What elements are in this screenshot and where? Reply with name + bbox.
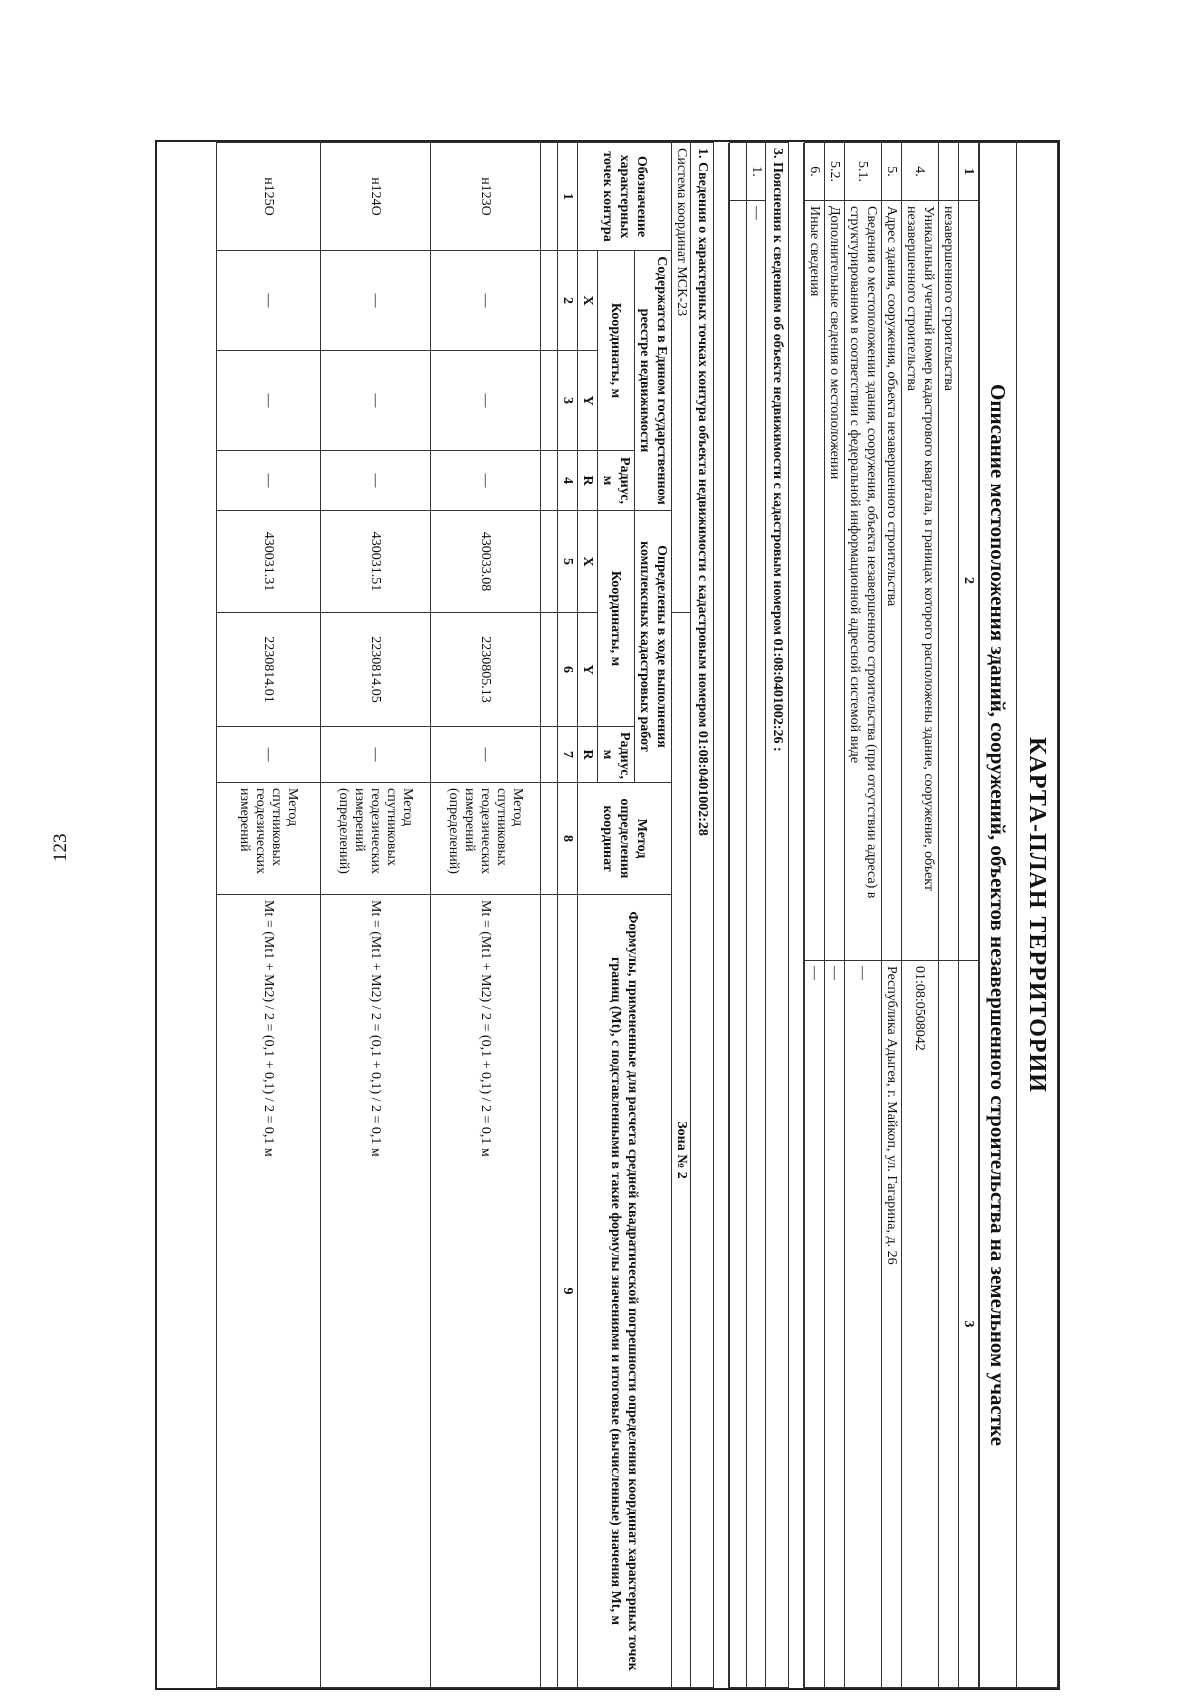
radius-header-egrn: Радиус, м bbox=[598, 451, 635, 511]
blank-cell bbox=[730, 143, 747, 201]
section3-title: 3. Пояснения к сведениям об объекте недвижимости с кадастровым номером 01:08:0401002:26 : bbox=[766, 143, 789, 1688]
coords-header-egrn: Координаты, м bbox=[598, 251, 635, 451]
blank-cell bbox=[541, 727, 558, 783]
row-num bbox=[939, 143, 959, 201]
location-table bbox=[804, 142, 979, 1688]
formula: Mt = (Mt1 + Mt2) / 2 = (0,1 + 0,1) / 2 = 0,1 м bbox=[431, 895, 541, 1688]
designation-header: Обозначение характерных точек контура bbox=[578, 143, 672, 251]
row-num: 1. bbox=[747, 143, 766, 201]
survey-y: 2230805.13 bbox=[431, 613, 541, 727]
blank-cell bbox=[730, 201, 747, 1688]
row-value: — bbox=[825, 961, 845, 1688]
row-label: Дополнительные сведения о местоположении bbox=[825, 201, 845, 961]
survey-header: Определены в ходе выполнения комплексных кадастровых работ bbox=[635, 511, 672, 783]
row-value: 01:08:0508042 bbox=[902, 961, 939, 1688]
blank-cell bbox=[541, 613, 558, 727]
document-sheet bbox=[155, 140, 1060, 1690]
section-subtitle: Описание местоположения зданий, сооружений, объектов незавершенного строительства на земельном участке bbox=[980, 143, 1017, 1688]
y-header: Y bbox=[578, 351, 598, 451]
row-label: Уникальный учетный номер кадастрового квартала, в границах которого расположены здание, сооружение, объект незавершенного строительства bbox=[902, 201, 939, 961]
points-table bbox=[216, 142, 729, 1688]
row-label: незавершенного строительства bbox=[939, 201, 959, 961]
egrn-r: — bbox=[217, 451, 321, 511]
row-value: — bbox=[805, 961, 825, 1688]
formula: Mt = (Mt1 + Mt2) / 2 = (0,1 + 0,1) / 2 = 0,1 м bbox=[217, 895, 321, 1688]
blank-cell bbox=[541, 143, 558, 251]
row-label: Адрес здания, сооружения, объекта незавершенного строительства bbox=[882, 201, 902, 961]
egrn-y: — bbox=[321, 351, 431, 451]
point-id: н124О bbox=[321, 143, 431, 251]
spacer bbox=[714, 143, 729, 1688]
table-row bbox=[431, 143, 541, 1688]
survey-r: — bbox=[431, 727, 541, 783]
row-num: 6. bbox=[805, 143, 825, 201]
r-header: R bbox=[578, 727, 598, 783]
blank-cell bbox=[541, 351, 558, 451]
row-num: 5.2. bbox=[825, 143, 845, 201]
page-number: 123 bbox=[50, 833, 71, 862]
col-number: 9 bbox=[558, 895, 578, 1688]
table-row bbox=[747, 143, 766, 1688]
section1-title: 1. Сведения о характерных точках контура объекта недвижимости с кадастровым номером 01:08:0401002:28 bbox=[691, 143, 714, 1688]
col-header-3: 3 bbox=[959, 961, 979, 1688]
col-number: 3 bbox=[558, 351, 578, 451]
row-num: 5.1. bbox=[845, 143, 882, 201]
method-header: Метод определения координат bbox=[578, 783, 672, 895]
table-row bbox=[321, 143, 431, 1688]
table-row bbox=[939, 143, 959, 1688]
table-row bbox=[217, 143, 321, 1688]
row-num: 4. bbox=[902, 143, 939, 201]
table-row bbox=[805, 143, 825, 1688]
coordinate-system: Система координат МСК-23 bbox=[672, 143, 691, 613]
row-label: Сведения о местоположении здания, сооружения, объекта незавершенного строительства (при отсутствии адреса) в структурированном в соответствии с федеральной информационной адресной системой виде bbox=[845, 201, 882, 961]
point-id: н123О bbox=[431, 143, 541, 251]
row-value bbox=[939, 961, 959, 1688]
table-row bbox=[902, 143, 939, 1688]
table-row bbox=[882, 143, 902, 1688]
blank-cell bbox=[541, 451, 558, 511]
survey-x: 430031.51 bbox=[321, 511, 431, 613]
method: Метод спутниковых геодезических измерений bbox=[217, 783, 321, 895]
formula-header: Формулы, примененные для расчета средней квадратической погрешности определения координат характерных точек границ (Mt), с подставленными в такие формулы значениями и итоговые (вычисленные) значения Mt, м bbox=[578, 895, 672, 1688]
egrn-x: — bbox=[431, 251, 541, 351]
spacer bbox=[789, 143, 804, 1688]
row-value: — bbox=[747, 201, 766, 1688]
blank-cell bbox=[541, 783, 558, 895]
egrn-x: — bbox=[321, 251, 431, 351]
row-value: — bbox=[845, 961, 882, 1688]
survey-y: 2230814.05 bbox=[321, 613, 431, 727]
survey-r: — bbox=[321, 727, 431, 783]
survey-x: 430031.31 bbox=[217, 511, 321, 613]
y-header: Y bbox=[578, 613, 598, 727]
table-row bbox=[845, 143, 882, 1688]
blank-cell bbox=[541, 511, 558, 613]
x-header: X bbox=[578, 511, 598, 613]
col-number: 1 bbox=[558, 143, 578, 251]
col-number: 4 bbox=[558, 451, 578, 511]
survey-y: 2230814.01 bbox=[217, 613, 321, 727]
egrn-y: — bbox=[217, 351, 321, 451]
row-num: 5. bbox=[882, 143, 902, 201]
col-header-2: 2 bbox=[959, 201, 979, 961]
egrn-r: — bbox=[321, 451, 431, 511]
egrn-header: Содержатся в Едином государственном реестре недвижимости bbox=[635, 251, 672, 511]
coords-header-survey: Координаты, м bbox=[598, 511, 635, 727]
radius-header-survey: Радиус, м bbox=[598, 727, 635, 783]
document-title: КАРТА-ПЛАН ТЕРРИТОРИИ bbox=[1017, 143, 1058, 1688]
col-number: 6 bbox=[558, 613, 578, 727]
egrn-r: — bbox=[431, 451, 541, 511]
egrn-x: — bbox=[217, 251, 321, 351]
zone-label: Зона № 2 bbox=[672, 613, 691, 1688]
explanations-table bbox=[729, 142, 804, 1688]
r-header: R bbox=[578, 451, 598, 511]
point-id: н125О bbox=[217, 143, 321, 251]
col-number: 8 bbox=[558, 783, 578, 895]
header-table bbox=[979, 142, 1058, 1688]
col-number: 2 bbox=[558, 251, 578, 351]
col-header-1: 1 bbox=[959, 143, 979, 201]
blank-cell bbox=[541, 251, 558, 351]
formula: Mt = (Mt1 + Mt2) / 2 = (0,1 + 0,1) / 2 = 0,1 м bbox=[321, 895, 431, 1688]
col-number: 7 bbox=[558, 727, 578, 783]
method: Метод спутниковых геодезических измерений (определений) bbox=[431, 783, 541, 895]
egrn-y: — bbox=[431, 351, 541, 451]
survey-r: — bbox=[217, 727, 321, 783]
row-label: Иные сведения bbox=[805, 201, 825, 961]
blank-cell bbox=[541, 895, 558, 1688]
row-value: Республика Адыгея, г. Майкоп, ул. Гагарина, д. 26 bbox=[882, 961, 902, 1688]
survey-x: 430033.08 bbox=[431, 511, 541, 613]
method: Метод спутниковых геодезических измерений (определений) bbox=[321, 783, 431, 895]
x-header: X bbox=[578, 251, 598, 351]
table-row bbox=[825, 143, 845, 1688]
col-number: 5 bbox=[558, 511, 578, 613]
